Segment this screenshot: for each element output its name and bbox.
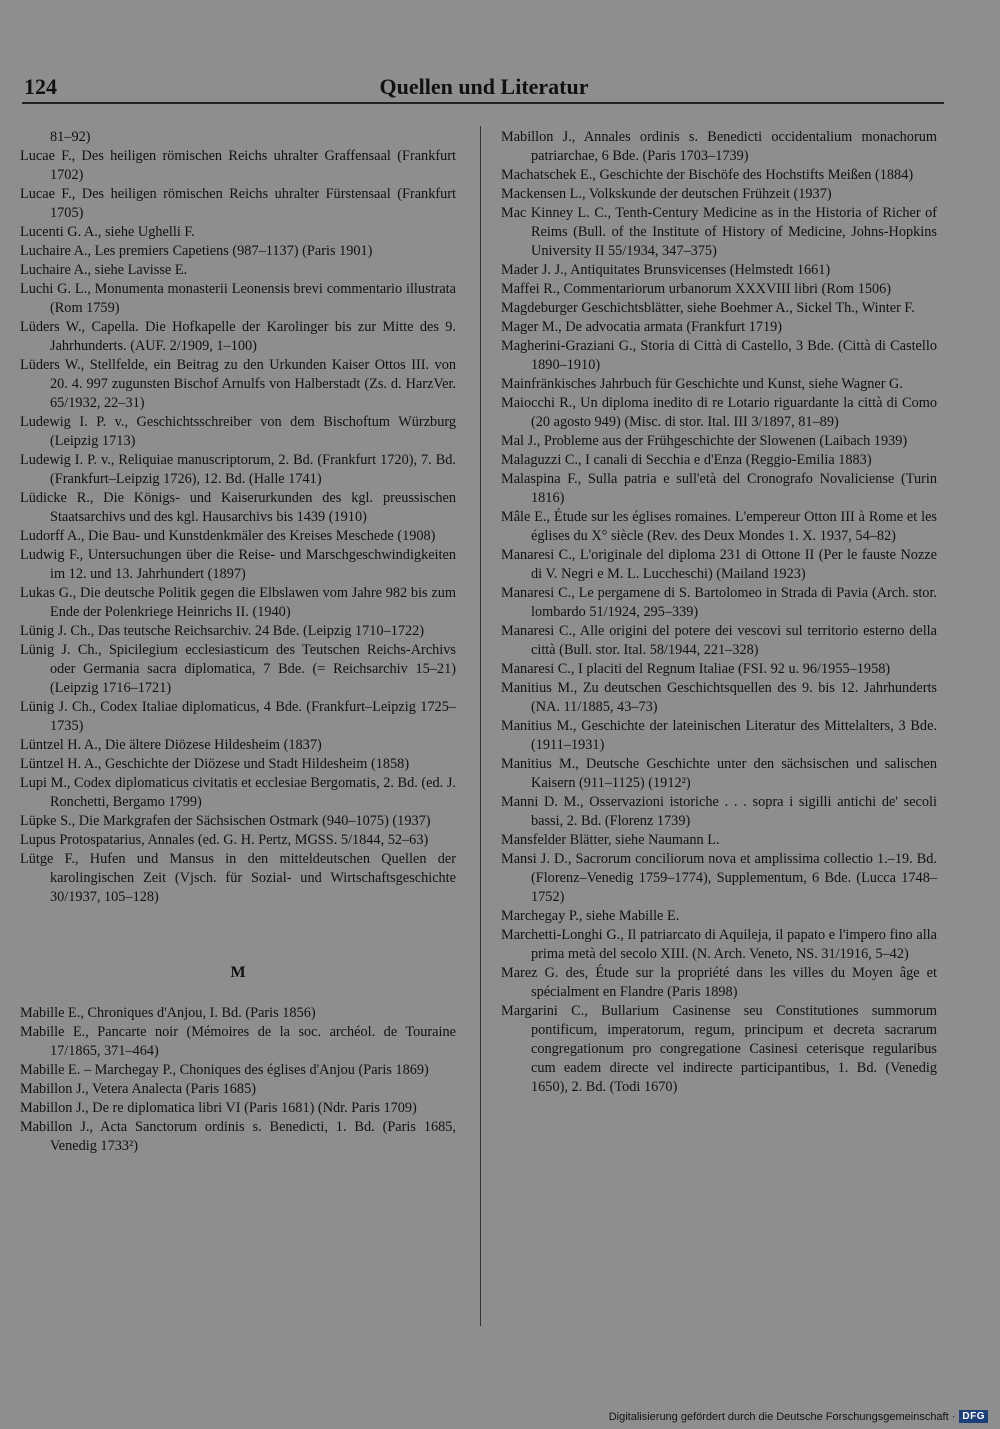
bibliography-entry: Margarini C., Bullarium Casinense seu Constitutiones summorum pontificum, imperatorum, regum, principum et decreta sacrarum congregationum pro congregatione Casinesi ceterisque regularibus cum eadem directe vel indirecte participantibus, 1. Bd. (Venedig 1650), 2. Bd. (Todi 1670) [501,1003,937,1095]
bibliography-entry: Mansi J. D., Sacrorum conciliorum nova et amplissima collectio 1.–19. Bd. (Florenz–Venedig 1759–1774), Supplementum, 6 Bde. (Lucca 1748–1752) [501,851,937,905]
bibliography-entry: Lupi M., Codex diplomaticus civitatis et ecclesiae Bergomatis, 2. Bd. (ed. J. Ronchetti, Bergamo 1799) [20,775,456,810]
bibliography-entry: Luchaire A., Les premiers Capetiens (987–1137) (Paris 1901) [20,243,373,259]
page-number: 124 [24,74,57,99]
bibliography-entry: Mager M., De advocatia armata (Frankfurt 1719) [501,319,783,335]
bibliography-entry: Manitius M., Zu deutschen Geschichtsquellen des 9. bis 12. Jahrhunderts (NA. 11/1885, 43–73) [501,680,937,715]
bibliography-entry: Lucenti G. A., siehe Ughelli F. [20,224,195,240]
bibliography-entry: Mâle E., Étude sur les églises romaines. L'empereur Otton III à Rome et les églises du X° siècle (Rev. des Deux Mondes 1. X. 1937, 54–82) [501,509,937,544]
bibliography-entry: Manaresi C., Alle origini del potere dei vescovi sul territorio esterno della città (Bull. stor. Ital. 58/1944, 221–328) [501,623,937,658]
bibliography-entry: Manaresi C., Le pergamene di S. Bartolomeo in Strada di Pavia (Arch. stor. lombardo 51/1924, 295–339) [501,585,937,620]
section-heading: M [230,964,246,981]
bibliography-entry: Manitius M., Deutsche Geschichte unter den sächsischen und salischen Kaisern (911–1125) (1912²) [501,756,937,791]
dfg-logo[interactable]: DFG [959,1410,988,1423]
bibliography-entry: Manitius M., Geschichte der lateinischen Literatur des Mittelalters, 3 Bde. (1911–1931) [501,718,937,753]
bibliography-entry: Lüpke S., Die Markgrafen der Sächsischen Ostmark (940–1075) (1937) [20,813,431,829]
bibliography-entry: Lucae F., Des heiligen römischen Reichs uhralter Graffensaal (Frankfurt 1702) [20,148,456,183]
bibliography-entry: Lünig J. Ch., Codex Italiae diplomaticus, 4 Bde. (Frankfurt–Leipzig 1725–1735) [20,699,456,734]
bibliography-entry: Mansfelder Blätter, siehe Naumann L. [501,832,720,848]
footer-credit: Digitalisierung gefördert durch die Deutsche Forschungsgemeinschaft · [608,1410,956,1423]
bibliography-entry: Luchi G. L., Monumenta monasterii Leonensis brevi commentario illustrata (Rom 1759) [20,281,456,316]
bibliography-entry: Ludorff A., Die Bau- und Kunstdenkmäler des Kreises Meschede (1908) [20,528,436,544]
column-divider [480,126,481,1326]
bibliography-entry: Ludewig I. P. v., Geschichtsschreiber von dem Bischoftum Würzburg (Leipzig 1713) [20,414,456,449]
bibliography-entry: Manni D. M., Osservazioni istoriche . . . sopra i sigilli antichi de' secoli bassi, 2. Bd. (Florenz 1739) [501,794,937,829]
bibliography-entry: Malaguzzi C., I canali di Secchia e d'Enza (Reggio-Emilia 1883) [501,452,872,468]
bibliography-entry: Luchaire A., siehe Lavisse E. [20,262,188,278]
bibliography-entry: Ludewig I. P. v., Reliquiae manuscriptorum, 2. Bd. (Frankfurt 1720), 7. Bd. (Frankfurt–Leipzig 1726), 12. Bd. (Halle 1741) [20,452,456,487]
bibliography-entry: Mabillon J., De re diplomatica libri VI (Paris 1681) (Ndr. Paris 1709) [20,1100,417,1116]
bibliography-entry: Maffei R., Commentariorum urbanorum XXXVIII libri (Rom 1506) [501,281,892,297]
bibliography-entry: Lüdicke R., Die Königs- und Kaiserurkunden des kgl. preussischen Staatsarchivs und des kgl. Hausarchivs bis 1439 (1910) [20,490,456,525]
footer [609,1410,988,1423]
bibliography-entry: Lünig J. Ch., Spicilegium ecclesiasticum des Teutschen Reichs-Archivs oder Germania sacra diplomatica, 7 Bde. (= Reichsarchiv 15–21) (Leipzig 1716–1721) [20,642,456,696]
right-column [501,128,937,1097]
bibliography-entry: Malaspina F., Sulla patria e sull'età del Cronografo Novaliciense (Turin 1816) [501,471,937,506]
bibliography-entry: Mabille E., Pancarte noir (Mémoires de la soc. archéol. de Touraine 17/1865, 371–464) [20,1024,456,1059]
bibliography-entry: Lüders W., Capella. Die Hofkapelle der Karolinger bis zur Mitte des 9. Jahrhunderts. (AUF. 2/1909, 1–100) [20,319,456,354]
bibliography-entry: Marez G. des, Étude sur la propriété dans les villes du Moyen âge et spécialment en Flandre (Paris 1898) [501,965,937,1000]
bibliography-entry: Lukas G., Die deutsche Politik gegen die Elbslawen vom Jahre 982 bis zum Ende der Polenkriege Heinrichs II. (1940) [20,585,456,620]
bibliography-entry: Lucae F., Des heiligen römischen Reichs uhralter Fürstensaal (Frankfurt 1705) [20,186,456,221]
bibliography-entry: Lupus Protospatarius, Annales (ed. G. H. Pertz, MGSS. 5/1844, 52–63) [20,832,429,848]
bibliography-entry: Marchetti-Longhi G., Il patriarcato di Aquileja, il papato e l'impero fino alla prima metà del secolo XIII. (N. Arch. Veneto, NS. 31/1916, 5–42) [501,927,937,962]
bibliography-entry: Lünig J. Ch., Das teutsche Reichsarchiv. 24 Bde. (Leipzig 1710–1722) [20,623,425,639]
bibliography-entry: Machatschek E., Geschichte der Bischöfe des Hochstifts Meißen (1884) [501,167,914,183]
bibliography-entry: Ludwig F., Untersuchungen über die Reise- und Marschgeschwindigkeiten im 12. und 13. Jahrhundert (1897) [20,547,456,582]
header-rule [22,102,944,104]
bibliography-entry: Mabille E., Chroniques d'Anjou, I. Bd. (Paris 1856) [20,1005,316,1021]
bibliography-entry: Mac Kinney L. C., Tenth-Century Medicine as in the Historia of Richer of Reims (Bull. of the Institute of History of Medicine, Johns-Hopkins University II 55/1934, 347–375) [501,205,937,259]
bibliography-entry: Lüntzel H. A., Geschichte der Diözese und Stadt Hildesheim (1858) [20,756,410,772]
bibliography-entry: Mabillon J., Annales ordinis s. Benedicti occidentalium monachorum patriarchae, 6 Bde. (Paris 1703–1739) [501,129,937,164]
bibliography-entry: Mal J., Probleme aus der Frühgeschichte der Slowenen (Laibach 1939) [501,433,908,449]
bibliography-entry: Marchegay P., siehe Mabille E. [501,908,680,924]
bibliography-entry: Lüntzel H. A., Die ältere Diözese Hildesheim (1837) [20,737,322,753]
left-column [20,128,456,1156]
bibliography-entry: Mabillon J., Vetera Analecta (Paris 1685) [20,1081,256,1097]
bibliography-entry: Mabillon J., Acta Sanctorum ordinis s. Benedicti, 1. Bd. (Paris 1685, Venedig 1733²) [20,1119,456,1154]
bibliography-entry: Magherini-Graziani G., Storia di Città di Castello, 3 Bde. (Città di Castello 1890–1910) [501,338,937,373]
bibliography-entry: Mabille E. – Marchegay P., Choniques des églises d'Anjou (Paris 1869) [20,1062,429,1078]
bibliography-entry: Manaresi C., L'originale del diploma 231 di Ottone II (Per le fauste Nozze di V. Negri e M. L. Luccheschi) (Mailand 1923) [501,547,937,582]
bibliography-entry: Mainfränkisches Jahrbuch für Geschichte und Kunst, siehe Wagner G. [501,376,903,392]
bibliography-entry: Lüders W., Stellfelde, ein Beitrag zu den Urkunden Kaiser Ottos III. von 20. 4. 997 zugunsten Bischof Arnulfs von Halberstadt (Zs. d. HarzVer. 65/1932, 22–31) [20,357,456,411]
bibliography-entry: Manaresi C., I placiti del Regnum Italiae (FSI. 92 u. 96/1955–1958) [501,661,891,677]
bibliography-entry: 81–92) [50,129,91,145]
bibliography-entry: Mackensen L., Volkskunde der deutschen Frühzeit (1937) [501,186,832,202]
bibliography-entry: Mader J. J., Antiquitates Brunsvicenses (Helmstedt 1661) [501,262,831,278]
bibliography-entry: Lütge F., Hufen und Mansus in den mitteldeutschen Quellen der karolingischen Zeit (Vjsch. für Sozial- und Wirtschaftsgeschichte 30/1937, 105–128) [20,851,456,905]
running-title: Quellen und Literatur [379,74,589,99]
bibliography-entry: Maiocchi R., Un diploma inedito di re Lotario riguardante la città di Como (20 agosto 949) (Misc. di stor. Ital. III 3/1897, 81–89) [501,395,937,430]
bibliography-entry: Magdeburger Geschichtsblätter, siehe Boehmer A., Sickel Th., Winter F. [501,300,915,316]
